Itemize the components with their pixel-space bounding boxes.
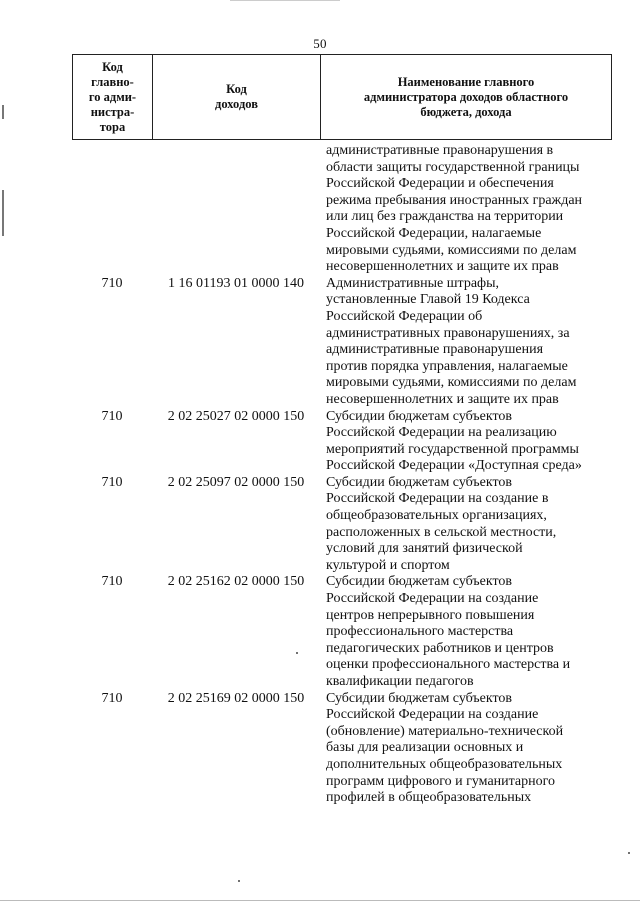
- name-line: против порядка управления, налагаемые: [326, 358, 568, 374]
- name-line: несовершеннолетних и защите их прав: [326, 391, 559, 407]
- name-line: мировыми судьями, комиссиями по делам: [326, 375, 577, 391]
- header-admin-line: главно-: [91, 74, 134, 89]
- name-line: административных правонарушениях, за: [326, 325, 570, 341]
- header-income-code: [153, 55, 321, 140]
- name-line: мировыми судьями, комиссиями по делам: [326, 242, 577, 258]
- admin-code-cell: 710: [101, 574, 123, 590]
- header-name: [321, 55, 612, 140]
- name-cell: [320, 409, 611, 475]
- scan-margin-mark: [2, 105, 4, 119]
- name-line: режима пребывания иностранных граждан: [326, 192, 583, 208]
- name-line: административные правонарушения в: [326, 143, 554, 158]
- name-line: педагогических работников и центров: [326, 640, 554, 656]
- name-line: Субсидии бюджетам субъектов: [326, 574, 513, 590]
- header-code-line: Код: [226, 82, 247, 96]
- name-line: области защиты государственной границы: [326, 159, 580, 175]
- scan-speck: [238, 880, 240, 882]
- name-line: Российской Федерации на создание: [326, 591, 539, 607]
- name-line: Российской Федерации на создание: [326, 707, 539, 723]
- income-code-cell: 2 02 25162 02 0000 150: [167, 574, 305, 590]
- name-line: центров непрерывного повышения: [326, 607, 535, 623]
- name-cell: [320, 691, 611, 807]
- header-admin-line: го адми-: [88, 89, 137, 104]
- name-cell: [320, 475, 611, 575]
- header-name-line: администратора доходов областного: [363, 89, 569, 104]
- name-line: расположенных в сельской местности,: [326, 524, 557, 540]
- header-admin-line: Код: [102, 59, 123, 74]
- name-line: общеобразовательных организациях,: [326, 508, 547, 524]
- name-cell: [320, 276, 611, 409]
- table-body: [72, 143, 611, 807]
- admin-code-cell: 710: [101, 474, 123, 490]
- name-line: мероприятий государственной программы: [326, 441, 579, 457]
- name-line: Российской Федерации и обеспечения: [326, 176, 554, 192]
- name-cell: [320, 143, 611, 276]
- name-line: Российской Федерации, налагаемые: [326, 225, 542, 241]
- name-line: Субсидии бюджетам субъектов: [326, 408, 513, 424]
- name-line: оценки профессионального мастерства и: [326, 657, 571, 673]
- table-row: [72, 475, 611, 575]
- table-row: [72, 574, 611, 690]
- name-line: Российской Федерации на реализацию: [326, 425, 557, 441]
- name-line: условий для занятий физической: [326, 541, 523, 557]
- scan-margin-mark: [2, 190, 4, 236]
- header-code-line: доходов: [215, 97, 258, 111]
- admin-code-cell: 710: [101, 275, 123, 291]
- table-header: [72, 54, 612, 140]
- name-line: Субсидии бюджетам субъектов: [326, 474, 513, 490]
- name-line: Российской Федерации «Доступная среда»: [326, 458, 582, 474]
- header-name-line: бюджета, дохода: [420, 104, 512, 119]
- income-code-cell: 2 02 25097 02 0000 150: [167, 474, 305, 490]
- name-line: (обновление) материально-технической: [326, 723, 564, 739]
- table-row: [72, 276, 611, 409]
- header-admin-line: тора: [99, 119, 126, 134]
- admin-code-cell: 710: [101, 408, 123, 424]
- name-line: квалификации педагогов: [326, 674, 474, 689]
- scan-speck: [296, 652, 298, 654]
- name-line: дополнительных общеобразовательных: [326, 756, 563, 772]
- name-line: административные правонарушения: [326, 342, 544, 358]
- scan-bottom-edge: [0, 900, 640, 901]
- table-row: [72, 691, 611, 807]
- name-line: или лиц без гражданства на территории: [326, 209, 564, 225]
- income-code-cell: 2 02 25169 02 0000 150: [167, 690, 305, 706]
- scan-speck: [628, 852, 630, 854]
- name-line: несовершеннолетних и защите их прав: [326, 259, 559, 275]
- income-code-cell: 2 02 25027 02 0000 150: [167, 408, 305, 424]
- income-code-cell: 1 16 01193 01 0000 140: [168, 275, 304, 291]
- name-line: Субсидии бюджетам субъектов: [326, 690, 513, 706]
- name-line: профилей в общеобразовательных: [326, 790, 532, 806]
- table-row-continued: [72, 143, 611, 276]
- admin-code-cell: 710: [101, 690, 123, 706]
- scan-top-edge: [230, 0, 340, 1]
- header-name-line: Наименование главного: [397, 74, 535, 89]
- header-admin-line: нистра-: [90, 104, 135, 119]
- header-admin-code: [73, 55, 153, 140]
- name-line: базы для реализации основных и: [326, 740, 524, 756]
- name-line: программ цифрового и гуманитарного: [326, 773, 556, 789]
- name-line: Российской Федерации об: [326, 308, 483, 324]
- name-line: установленные Главой 19 Кодекса: [326, 292, 530, 308]
- name-line: культурой и спортом: [326, 557, 450, 573]
- page-number: 50: [313, 36, 327, 51]
- name-line: профессионального мастерства: [326, 624, 514, 640]
- name-cell: [320, 574, 611, 690]
- name-line: Административные штрафы,: [326, 275, 500, 291]
- name-line: Российской Федерации на создание в: [326, 491, 549, 507]
- table-row: [72, 409, 611, 475]
